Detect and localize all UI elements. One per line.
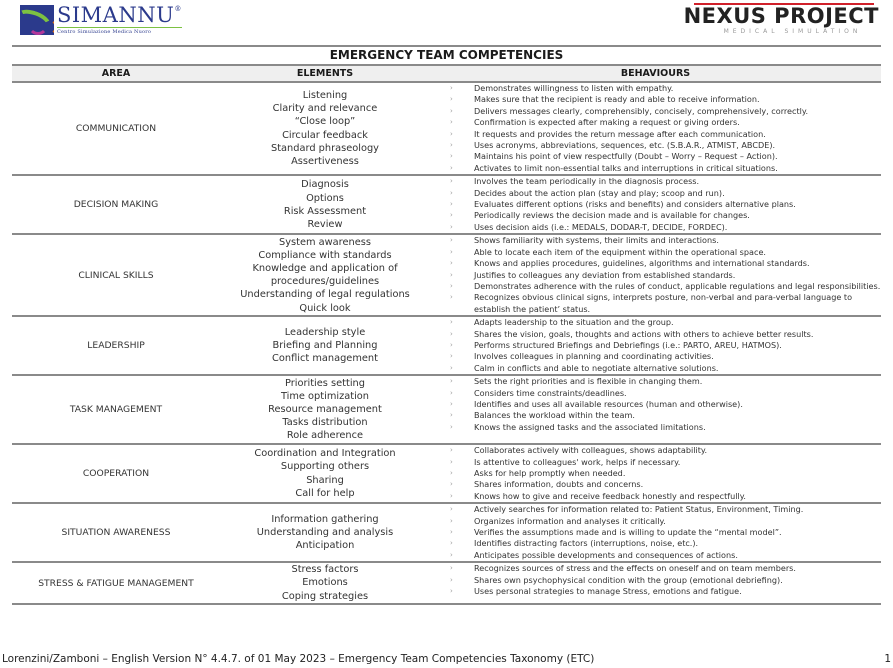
behaviour-text: Able to locate each item of the equipment within the operational space. [474,246,766,257]
element-item: Understanding and analysis [256,527,394,539]
chevron-right-icon: › [450,293,453,302]
chevron-right-icon: › [450,259,453,268]
behaviours-cell [430,235,881,315]
chevron-right-icon: › [450,95,453,104]
behaviour-item [450,363,881,374]
chevron-right-icon: › [450,152,453,161]
behaviour-text: Adapts leadership to the situation and the group. [474,317,674,328]
elements-cell [220,445,430,502]
footer-citation: Lorenzini/Zamboni – English Version N° 4.4.7. of 01 May 2023 – Emergency Team Competencies Taxonomy (ETC) [2,653,595,665]
behaviours-cell [430,504,881,561]
behaviour-text: Shares information, doubts and concerns. [474,479,644,490]
element-item: Conflict management [272,353,378,365]
element-item: Understanding of legal regulations [240,289,410,301]
behaviour-item [450,235,881,246]
behaviour-item [450,188,881,199]
elements-list [268,377,382,443]
behaviour-text: Delivers messages clearly, comprehensibly, concisely, comprehensively, correctly. [474,105,809,116]
chevron-right-icon: › [450,388,453,397]
chevron-right-icon: › [450,411,453,420]
behaviour-text: Identifies distracting factors (interruptions, noise, etc.). [474,538,699,549]
chevron-right-icon: › [450,468,453,477]
behaviour-item [450,222,881,233]
element-item: Resource management [268,404,382,416]
table-body [12,83,881,605]
behaviour-text: Sets the right priorities and is flexible in changing them. [474,376,703,387]
element-item: Options [306,192,344,204]
behaviour-item [450,329,881,340]
element-item: Diagnosis [301,179,349,191]
chevron-right-icon: › [450,211,453,220]
behaviour-item [450,479,881,490]
element-item: Knowledge and application of [252,263,398,274]
behaviour-item [450,199,881,210]
behaviour-item [450,410,881,421]
elements-list [257,513,394,553]
area-label: STRESS & FATIGUE MANAGEMENT [38,577,194,589]
behaviour-text: Decides about the action plan (stay and play; scoop and run). [474,187,725,198]
behaviour-text: Balances the workload within the team. [474,410,635,421]
behaviour-item [450,527,881,538]
chevron-right-icon: › [450,84,453,92]
behaviour-item [450,445,881,456]
area-cell [12,563,220,603]
element-item: Compliance with standards [258,249,392,261]
column-header-area: AREA [101,68,131,79]
elements-list [282,563,368,603]
behaviour-text: Uses personal strategies to manage Stress, emotions and fatigue. [474,586,742,597]
behaviour-item [450,468,881,479]
behaviour-text: Uses acronyms, abbreviations, sequences, etc. (S.B.A.R., ATMIST, ABCDE). [474,140,776,151]
chevron-right-icon: › [450,141,453,150]
table-row [12,445,881,504]
behaviour-item [450,163,881,174]
element-item: Time optimization [280,390,370,402]
chevron-right-icon: › [450,587,453,596]
area-label: CLINICAL SKILLS [78,269,154,281]
behaviour-text: Shares the vision, goals, thoughts and actions with others to achieve better results. [474,328,814,339]
behaviour-text: Asks for help promptly when needed. [474,467,626,478]
area-label: LEADERSHIP [87,340,145,352]
table-row [12,376,881,445]
chevron-right-icon: › [450,329,453,338]
behaviour-item [450,140,881,151]
element-item: Emotions [302,577,348,589]
elements-list [284,178,366,231]
table-row [12,563,881,605]
behaviour-text: Is attentive to colleagues' work, helps if necessary. [474,456,681,467]
chevron-right-icon: › [450,422,453,431]
element-item: procedures/guidelines [270,276,380,288]
area-cell [12,376,220,443]
behaviour-item [450,247,881,258]
behaviour-item [450,563,881,574]
table-row [12,176,881,235]
simannu-emblem-icon [20,5,54,35]
table-row [12,504,881,563]
elements-cell [220,235,430,315]
behaviour-item [450,292,881,315]
chevron-right-icon: › [450,564,453,573]
behaviour-item [450,151,881,162]
chevron-right-icon: › [450,539,453,548]
element-item: Supporting others [280,461,370,473]
chevron-right-icon: › [450,457,453,466]
area-cell [12,176,220,233]
nexus-logo-subtitle: MEDICAL SIMULATION [723,28,862,35]
elements-list [271,89,379,168]
area-cell [12,445,220,502]
chevron-right-icon: › [450,106,453,115]
chevron-right-icon: › [450,188,453,197]
behaviour-text: Collaborates actively with colleagues, shows adaptability. [474,445,708,456]
behaviour-text: Justifies to colleagues any deviation from established standards. [474,269,736,280]
element-item: Stress factors [291,564,359,576]
element-item: Coordination and Integration [254,448,396,460]
chevron-right-icon: › [450,270,453,279]
behaviour-text: It requests and provides the return message after each communication. [474,128,766,139]
chevron-right-icon: › [450,480,453,489]
element-item: Information gathering [271,513,379,525]
element-item: Listening [302,90,348,102]
behaviour-text: Involves the team periodically in the diagnosis process. [474,176,700,187]
element-item: System awareness [279,236,371,248]
area-cell [12,235,220,315]
chevron-right-icon: › [450,200,453,209]
element-item: Leadership style [284,326,366,338]
behaviour-text: Involves colleagues in planning and coordinating activities. [474,351,714,362]
behaviour-item [450,340,881,351]
table-row [12,235,881,317]
area-cell [12,83,220,174]
chevron-right-icon: › [450,491,453,500]
chevron-right-icon: › [450,352,453,361]
elements-list [272,326,378,366]
element-item: Quick look [299,302,351,314]
behaviour-item [450,83,881,94]
behaviour-item [450,516,881,527]
nexus-project-logo [684,3,879,36]
element-item: Risk Assessment [283,205,367,217]
behaviour-text: Knows the assigned tasks and the associated limitations. [474,421,706,432]
chevron-right-icon: › [450,281,453,290]
behaviour-text: Actively searches for information related to: Patient Status, Environment, Timing. [474,504,804,515]
behaviours-cell [430,176,881,233]
simannu-logo-subtitle: Centro Simulazione Medica Nuoro [57,27,182,36]
behaviour-text: Periodically reviews the decision made and is available for changes. [474,210,750,221]
element-item: Tasks distribution [282,417,368,429]
elements-cell [220,83,430,174]
behaviour-text: Considers time constraints/deadlines. [474,387,627,398]
behaviour-item [450,117,881,128]
elements-cell [220,376,430,443]
behaviour-text: Recognizes sources of stress and the effects on oneself and on team members. [474,563,796,574]
behaviour-item [450,317,881,328]
behaviour-text: Maintains his point of view respectfully (Doubt – Worry – Request – Action). [474,151,778,162]
behaviour-text: Confirmation is expected after making a request or giving orders. [474,117,740,128]
behaviours-cell [430,376,881,443]
element-item: Role adherence [286,430,364,442]
element-item: Review [307,218,343,230]
behaviour-text: Anticipates possible developments and consequences of actions. [474,549,738,560]
behaviour-text: Shares own psychophysical condition with the group (emotional debriefing). [474,574,783,585]
behaviour-text: Uses decision aids (i.e.: MEDALS, DODAR-T, DECIDE, FORDEC). [474,221,728,232]
element-item: Coping strategies [281,590,369,602]
behaviour-item [450,575,881,586]
behaviour-text: Verifies the assumptions made and is willing to update the “mental model”. [474,527,782,537]
chevron-right-icon: › [450,446,453,455]
element-item: Clarity and relevance [272,103,378,115]
behaviour-item [450,376,881,387]
behaviour-item [450,491,881,502]
element-item: Assertiveness [291,156,359,168]
behaviour-text: Knows how to give and receive feedback honestly and respectfully. [474,490,746,501]
behaviour-item [450,94,881,105]
area-label: TASK MANAGEMENT [69,404,163,416]
chevron-right-icon: › [450,516,453,525]
behaviour-item [450,399,881,410]
behaviours-cell [430,445,881,502]
behaviour-item [450,550,881,561]
behaviour-text: Demonstrates adherence with the rules of conduct, applicable regulations and legal responsibilities. [474,280,881,291]
behaviour-item [450,422,881,433]
page-number: 1 [884,653,891,665]
elements-cell [220,563,430,603]
behaviour-item [450,258,881,269]
behaviour-item [450,351,881,362]
behaviours-cell [430,83,881,174]
chevron-right-icon: › [450,318,453,327]
element-item: Sharing [306,474,344,486]
behaviour-item [450,281,881,292]
behaviour-item [450,129,881,140]
area-cell [12,317,220,374]
behaviour-item [450,176,881,187]
chevron-right-icon: › [450,575,453,584]
behaviour-text: Demonstrates willingness to listen with empathy. [474,83,674,93]
behaviour-item [450,106,881,117]
behaviour-text: Evaluates different options (risks and benefits) and considers alternative plans. [474,199,796,210]
area-label: COOPERATION [82,468,150,480]
column-header-elements: ELEMENTS [296,68,354,79]
behaviour-item [450,457,881,468]
chevron-right-icon: › [450,177,453,186]
behaviour-text: Knows and applies procedures, guidelines, algorithms and international standards. [474,258,810,269]
chevron-right-icon: › [450,129,453,138]
behaviour-item [450,504,881,515]
area-label: COMMUNICATION [75,123,157,135]
behaviours-cell [430,317,881,374]
behaviour-text: Calm in conflicts and able to negotiate alternative solutions. [474,362,719,373]
chevron-right-icon: › [450,363,453,372]
chevron-right-icon: › [450,340,453,349]
behaviour-item [450,210,881,221]
element-item: Briefing and Planning [272,340,378,352]
element-item: Call for help [295,487,355,499]
column-header-behaviours: BEHAVIOURS [620,68,691,79]
element-item: Priorities setting [284,377,365,389]
registered-mark: ® [174,5,182,13]
behaviour-text: Activates to limit non-essential talks and interruptions in critical situations. [474,162,778,173]
chevron-right-icon: › [450,247,453,256]
table-title: EMERGENCY TEAM COMPETENCIES [12,45,881,66]
elements-cell [220,504,430,561]
elements-list [240,236,410,315]
behaviour-text: Identifies and uses all available resources (human and otherwise). [474,398,743,409]
behaviour-item [450,538,881,549]
element-item: “Close loop” [294,116,356,128]
chevron-right-icon: › [450,118,453,127]
chevron-right-icon: › [450,528,453,536]
elements-cell [220,317,430,374]
chevron-right-icon: › [450,163,453,172]
behaviour-item [450,586,881,597]
area-cell [12,504,220,561]
elements-cell [220,176,430,233]
behaviour-text: Shows familiarity with systems, their limits and interactions. [474,235,719,246]
simannu-logo-name: SIMANNU [57,3,175,27]
table-header-row [12,66,881,83]
chevron-right-icon: › [450,505,453,514]
behaviour-item [450,388,881,399]
behaviour-text: Performs structured Briefings and Debriefings (i.e.: PARTO, AREU, HATMOS). [474,339,782,350]
element-item: Standard phraseology [270,142,379,154]
behaviour-text: Recognizes obvious clinical signs, interprets posture, non-verbal and para-verbal language to establish the patient’ status. [474,292,853,314]
behaviour-text: Makes sure that the recipient is ready and able to receive information. [474,94,760,105]
element-item: Anticipation [295,540,355,552]
table-row [12,317,881,376]
chevron-right-icon: › [450,222,453,231]
chevron-right-icon: › [450,550,453,559]
nexus-logo-name: NEXUS PROJECT [683,4,879,28]
element-item: Circular feedback [282,129,368,141]
competencies-table [12,45,881,605]
elements-list [254,447,395,500]
behaviours-cell [430,563,881,603]
simannu-logo [20,2,182,38]
behaviour-text: Organizes information and analyses it critically. [474,515,666,526]
chevron-right-icon: › [450,236,453,245]
chevron-right-icon: › [450,377,453,386]
chevron-right-icon: › [450,399,453,408]
area-label: SITUATION AWARENESS [61,527,171,539]
behaviour-item [450,270,881,281]
area-label: DECISION MAKING [73,199,159,211]
table-row [12,83,881,176]
